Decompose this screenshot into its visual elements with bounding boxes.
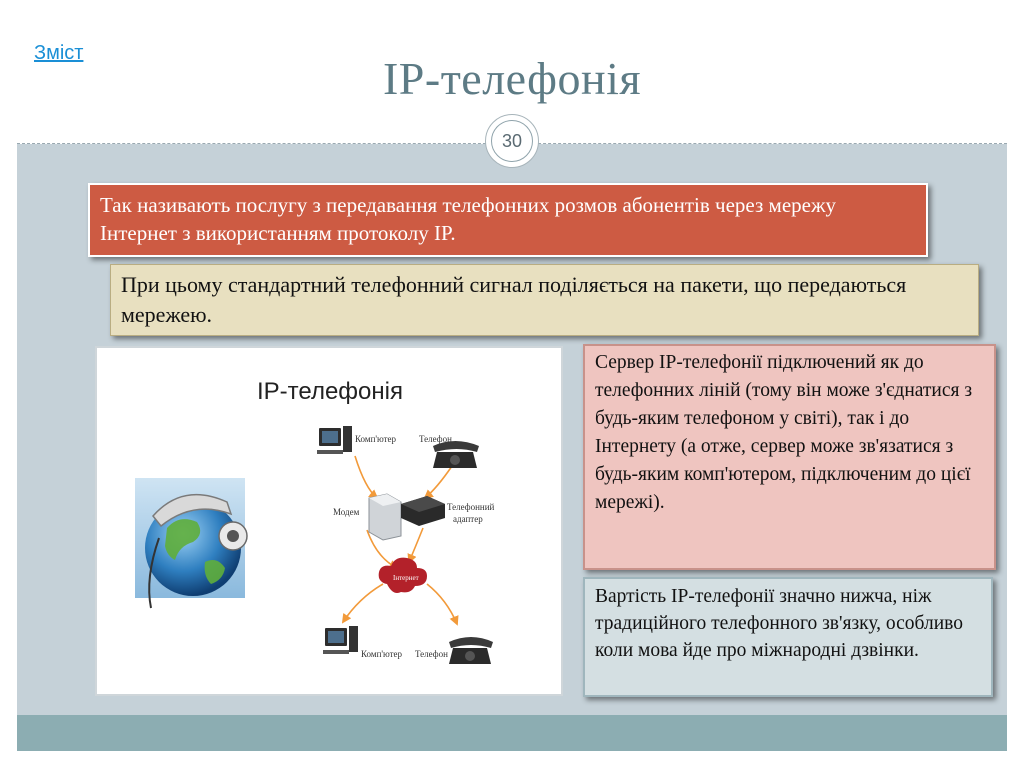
diagram-graphics bbox=[97, 348, 561, 694]
label-computer-top: Комп'ютер bbox=[355, 434, 397, 444]
page-number-badge bbox=[485, 114, 539, 168]
definition-box: Так називають послугу з передавання телефонних розмов абонентів через мережу Інтернет з використанням протоколу IP. bbox=[88, 183, 928, 257]
label-modem: Модем bbox=[333, 507, 360, 517]
packets-box: При цьому стандартний телефонний сигнал поділяється на пакети, що передаються мережею. bbox=[110, 264, 979, 336]
page-number: 30 bbox=[491, 120, 533, 162]
toc-link[interactable]: Зміст bbox=[34, 42, 84, 64]
label-adapter-2: адаптер bbox=[453, 514, 483, 524]
cost-box: Вартість IP-телефонії значно нижча, ніж традиційного телефонного зв'язку, особливо коли мова йде про міжнародні дзвінки. bbox=[583, 577, 993, 697]
label-phone-bottom: Телефон bbox=[415, 649, 448, 659]
computer-icon bbox=[317, 426, 352, 454]
label-adapter-1: Телефонний bbox=[447, 502, 495, 512]
phone-icon bbox=[449, 637, 493, 664]
modem-icon bbox=[369, 494, 401, 540]
server-box: Сервер IP-телефонії підключений як до телефонних ліній (тому він може з'єднатися з будь-яким телефоном у світі), так і до Інтернету (а отже, сервер може зв'язатися з будь-яким комп'ютером, підключеним до цієї мережі). bbox=[583, 344, 996, 570]
diagram-title: IP-телефонія bbox=[257, 378, 403, 405]
ip-telephony-diagram bbox=[95, 346, 563, 696]
phone-icon bbox=[433, 441, 479, 468]
computer-icon bbox=[323, 626, 358, 654]
globe-phone-icon bbox=[135, 478, 247, 608]
adapter-icon bbox=[401, 496, 445, 526]
page-title: IP-телефонія bbox=[382, 53, 642, 104]
label-phone-top: Телефон bbox=[419, 434, 452, 444]
label-computer-bottom: Комп'ютер bbox=[361, 649, 403, 659]
label-internet: Інтернет bbox=[393, 574, 419, 582]
slide-footer bbox=[17, 715, 1007, 751]
